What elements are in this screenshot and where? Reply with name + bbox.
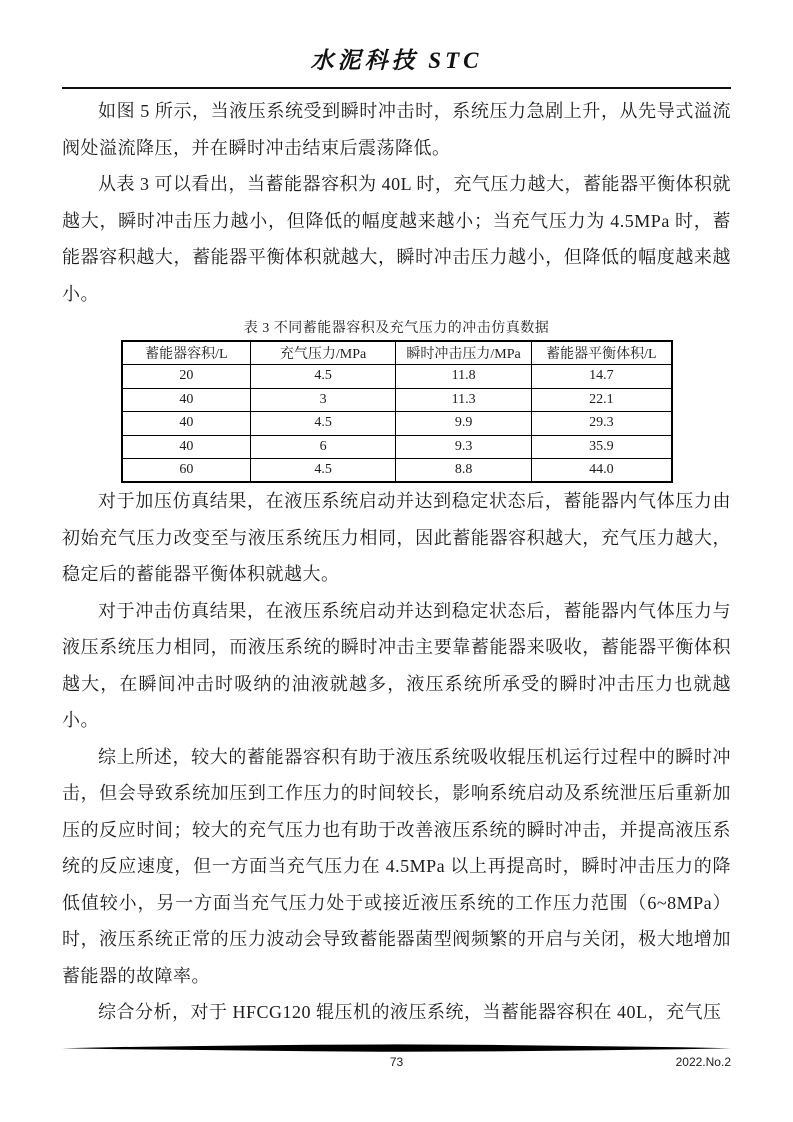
table-header-cell: 瞬时冲击压力/MPa (395, 341, 531, 365)
table-cell: 9.3 (395, 435, 531, 459)
table-cell: 4.5 (251, 412, 396, 436)
table-cell: 22.1 (532, 388, 672, 412)
table-cell: 4.5 (251, 459, 396, 483)
paragraph-2: 从表 3 可以看出，当蓄能器容积为 40L 时，充气压力越大，蓄能器平衡体积就越大，瞬时冲击压力越小，但降低的幅度越来越小；当充气压力为 4.5MPa 时，蓄能器容积越大，蓄能器平衡体积就越大，瞬时冲击压力越小，但降低的幅度越来越小。 (62, 174, 731, 304)
table-cell: 60 (122, 459, 251, 483)
table-header-row (122, 341, 672, 365)
footer-text-row (62, 1055, 731, 1071)
page-header (0, 0, 793, 89)
paragraph-4: 对于冲击仿真结果，在液压系统启动并达到稳定状态后，蓄能器内气体压力与液压系统压力相同，而液压系统的瞬时冲击主要靠蓄能器来吸收，蓄能器平衡体积越大，在瞬间冲击时吸纳的油液就越多，液压系统所承受的瞬时冲击压力也就越小。 (62, 600, 731, 730)
table-cell: 3 (251, 388, 396, 412)
table-cell: 9.9 (395, 412, 531, 436)
paragraph-5: 综上所述，较大的蓄能器容积有助于液压系统吸收辊压机运行过程中的瞬时冲击，但会导致系统加压到工作压力的时间较长，影响系统启动及系统泄压后重新加压的反应时间；较大的充气压力也有助于改善液压系统的瞬时冲击，并提高液压系统的反应速度，但一方面当充气压力在 4.5MPa 以上再提高时，瞬时冲击压力的降低值较小，另一方面当充气压力处于或接近液压系统的工作压力范围（6~8MPa）时，液压系统正常的压力波动会导致蓄能器菌型阀频繁的开启与关闭，极大地增加蓄能器的故障率。 (62, 746, 731, 986)
footer-rule (62, 1044, 731, 1052)
table-row (122, 412, 672, 436)
table-cell: 11.3 (395, 388, 531, 412)
table-cell: 4.5 (251, 365, 396, 389)
table-cell: 14.7 (532, 365, 672, 389)
table-row (122, 435, 672, 459)
journal-title: 水泥科技 STC (310, 48, 483, 73)
table-cell: 40 (122, 412, 251, 436)
paragraph-6: 综合分析，对于 HFCG120 辊压机的液压系统，当蓄能器容积在 40L，充气压 (98, 1002, 722, 1022)
simulation-data-table (121, 340, 673, 483)
table-header-cell: 充气压力/MPa (251, 341, 396, 365)
table-header-cell: 蓄能器平衡体积/L (532, 341, 672, 365)
table-caption: 表 3 不同蓄能器容积及充气压力的冲击仿真数据 (243, 321, 550, 336)
header-rule (62, 87, 731, 89)
table-cell: 44.0 (532, 459, 672, 483)
table-cell: 40 (122, 435, 251, 459)
table-cell: 40 (122, 388, 251, 412)
page-footer (62, 1044, 731, 1071)
page-number: 73 (389, 1055, 404, 1069)
table-header-cell: 蓄能器容积/L (122, 341, 251, 365)
table-cell: 29.3 (532, 412, 672, 436)
article-body (62, 93, 731, 1031)
paragraph-3: 对于加压仿真结果，在液压系统启动并达到稳定状态后，蓄能器内气体压力由初始充气压力改变至与液压系统压力相同，因此蓄能器容积越大，充气压力越大，稳定后的蓄能器平衡体积就越大。 (62, 491, 731, 584)
table-cell: 6 (251, 435, 396, 459)
table-cell: 35.9 (532, 435, 672, 459)
issue-number: 2022.No.2 (675, 1055, 731, 1069)
paragraph-1: 如图 5 所示，当液压系统受到瞬时冲击时，系统压力急剧上升，从先导式溢流阀处溢流降压，并在瞬时冲击结束后震荡降低。 (62, 101, 731, 158)
table-row (122, 459, 672, 483)
table-row (122, 388, 672, 412)
table-cell: 8.8 (395, 459, 531, 483)
table-cell: 11.8 (395, 365, 531, 389)
table-cell: 20 (122, 365, 251, 389)
table-row (122, 365, 672, 389)
